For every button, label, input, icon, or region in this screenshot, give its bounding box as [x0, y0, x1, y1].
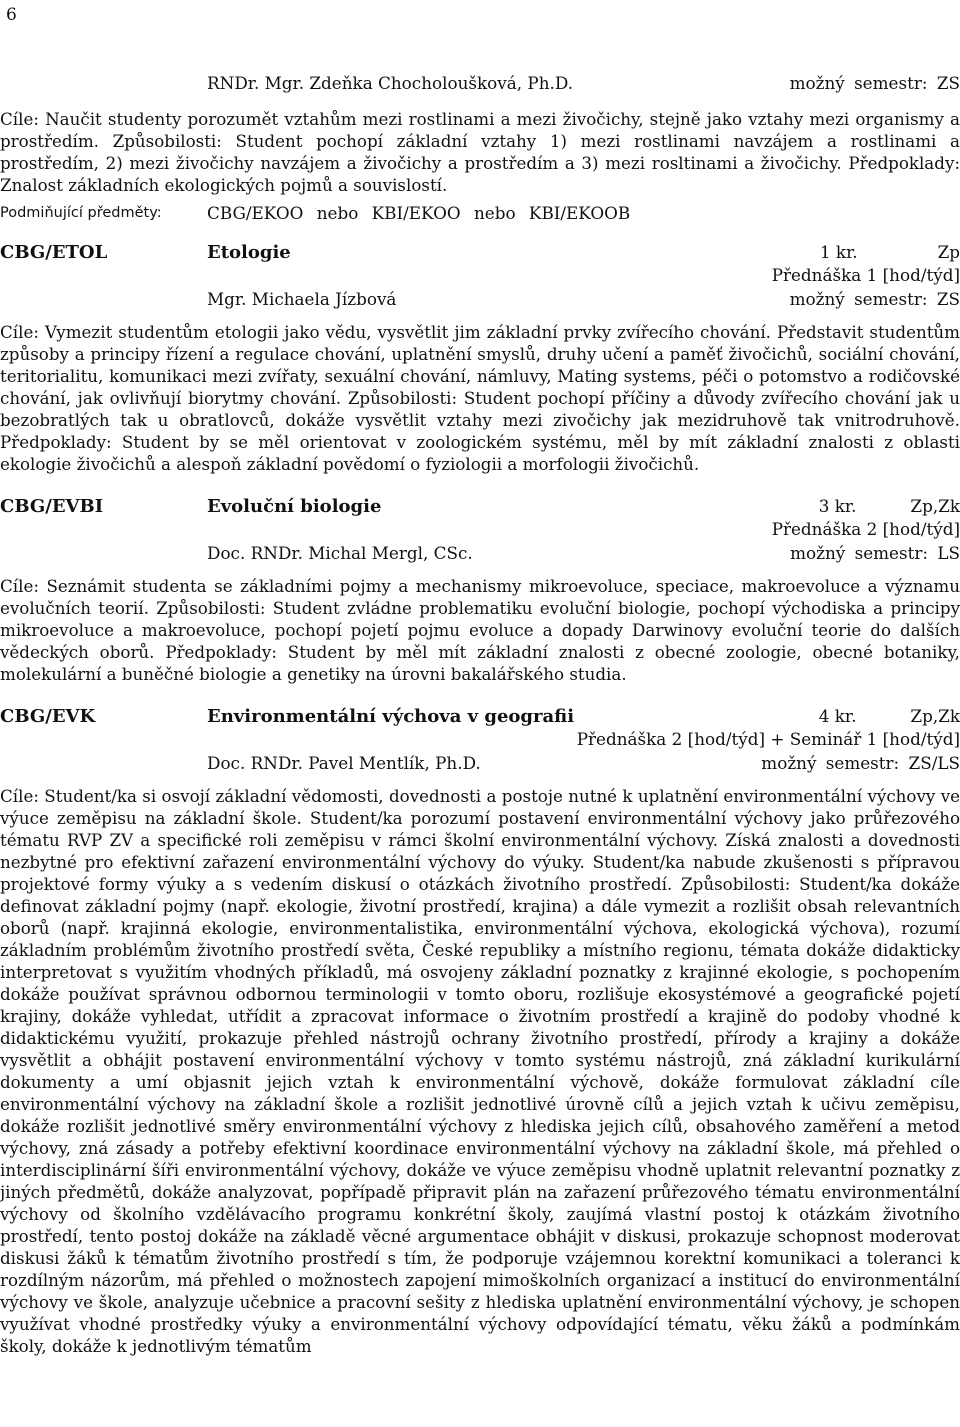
course-code: CBG/ETOL [0, 242, 108, 263]
course-hours: Přednáška 1 [hod/týd] [771, 265, 960, 285]
course-completion: Zp,Zk [910, 706, 960, 726]
course-credits: 3 kr. [818, 496, 857, 516]
course-title: Environmentální výchova v geografii [207, 706, 575, 727]
teacher-row [0, 542, 960, 564]
course-title: Evoluční biologie [207, 496, 382, 517]
course-header [0, 705, 960, 728]
prerequisites-value: CBG/EKOO nebo KBI/EKOO nebo KBI/EKOOB [207, 203, 631, 223]
page-content [0, 72, 960, 1357]
semester-info [790, 542, 960, 564]
course-header [0, 495, 960, 518]
course-description: Cíle: Vymezit studentům etologii jako vědu, vysvětlit jim základní prvky zvířecího chování. Představit studentům způsoby a principy řízení a regulace chování, uplatnění smyslů, druhy učení a paměť živočichů, sociální chování, teritorialitu, komunikaci mezi zvířaty, sexuální chování, námluvy, Mating systems, péči o potomstvo a rodičovské chování, jak ovlivňují biorytmy chování. Způsobilosti: Student pochopí příčiny a důvody zvířecího chování jak u bezobratlých tak u obratlovců, dokáže vysvětlit vztahy mezi zivočichy jak mezidruhově tak vnitrodruhově. Předpoklady: Student by se měl orientovat v zoologickém systému, měl by mít základní znalosti z oblasti ekologie živočichů a alespoň základní povědomí o fyziologii a morfologii živočichů. [0, 322, 960, 474]
course-header [0, 241, 960, 264]
course-code: CBG/EVBI [0, 496, 104, 517]
course-hours: Přednáška 2 [hod/týd] [771, 519, 960, 539]
course-description: Cíle: Seznámit studenta se základními pojmy a mechanismy mikroevoluce, speciace, makroevoluce a významu evolučních teorií. Způsobilosti: Student zvládne problematiku evoluční biologie, pochopí východiska a principy mikroevoluce a makroevoluce, pochopí pojetí pojmu evoluce a dopady Darwinovy evoluční teorie do dalších vědeckých oborů. Předpoklady: Student by měl mít základní znalosti z obecné zoologie, obecné botaniky, molekulární a buněčné biologie a genetiky na úrovni bakalářského studia. [0, 576, 960, 684]
teacher-row [0, 288, 960, 310]
semester-label: možný semestr: [789, 289, 928, 309]
teacher-name: Doc. RNDr. Michal Mergl, CSc. [207, 543, 473, 563]
course-section-etol [0, 241, 960, 475]
semester-value: LS [937, 543, 960, 563]
prerequisites-row [0, 202, 960, 224]
teacher-row [0, 72, 960, 94]
semester-info [761, 752, 960, 774]
course-completion: Zp [937, 242, 960, 262]
course-credits: 4 kr. [818, 706, 857, 726]
semester-info [790, 288, 960, 310]
teacher-name: Mgr. Michaela Jízbová [207, 289, 397, 309]
course-code: CBG/EVK [0, 706, 96, 727]
course-credits: 1 kr. [819, 242, 858, 262]
teacher-name: Doc. RNDr. Pavel Mentlík, Ph.D. [207, 753, 481, 773]
teacher-name: RNDr. Mgr. Zdeňka Chocholoušková, Ph.D. [207, 73, 574, 93]
course-title: Etologie [207, 242, 291, 263]
course-section-evbi [0, 495, 960, 685]
semester-value: ZS [936, 73, 960, 93]
semester-value: ZS/LS [908, 753, 960, 773]
course-completion: Zp,Zk [910, 496, 960, 516]
semester-label: možný semestr: [761, 753, 900, 773]
semester-info [790, 72, 960, 94]
course-description: Cíle: Student/ka si osvojí základní vědomosti, dovednosti a postoje nutné k uplatnění environmentální výchovy ve výuce zeměpisu na základní škole. Student/ka porozumí postavení environmentální výchovy jako průřezového tématu RVP ZV a specifické roli zeměpisu v rámci školní environmentální výchovy. Získá znalosti a dovednosti nezbytné pro efektivní zařazení environmentální výchovy do výuky. Student/ka nabude zkušenosti s přípravou projektové formy výuky a s vedením diskusí o otázkách životního prostředí. Způsobilosti: Student/ka dokáže definovat základní pojmy (např. ekologie, životní prostředí, krajina) a dále vymezit a rozlišit obsah relevantních oborů (např. krajinná ekologie, environmentalistika, environmentální výchova, ekologická výchova), rozumí základním problémům životního prostředí světa, České republiky a místního regionu, témata dokáže didakticky interpretovat s využitím vhodných příkladů, má osvojeny základní poznatky z krajinné ekologie, s pochopením dokáže používat správnou odbornou terminologii v tomto oboru, rozlišuje ekosystémové a geografické pojetí krajiny, dokáže vyhledat, utřídit a zpracovat informace o životním prostředí a krajině do podoby vhodné k didaktickému využití, prokazuje přehled nástrojů ochrany životního prostředí, přírody a krajiny a dokáže vysvětlit a obhájit postavení environmentální výchovy v tomto systému nástrojů, zná základní kurikulární dokumenty a umí objasnit jejich vztah k environmentální výchově, dokáže formulovat základní cíle environmentální výchovy na základní škole a rozlišit jednotlivé úrovně cílů a jejich vztah k učivu zeměpisu, dokáže rozlišit jednotlivé směry environmentální výchovy z hlediska jejich cílů, obsahového zaměření a metod výchovy, zná zásady a potřeby efektivní koordinace environmentální výchovy na základní škole, má přehled o interdisciplinární šíři environmentální výchovy, dokáže ve výuce zeměpisu vhodně uplatnit relevantní poznatky z jiných předmětů, dokáže analyzovat, popřípadě připravit plán na zařazení průřezového tématu environmentální výchovy od školního vzdělávacího programu konkrétní školy, zaujímá vlastní postoj k otázkám životního prostředí, tento postoj dokáže na základě věcné argumentace obhájit v diskusi, prokazuje schopnost moderovat diskusi žáků k tématům životního prostředí s tím, že podporuje vzájemnou korektní komunikaci a toleranci k rozdílným názorům, má přehled o možnostech zapojení mimoškolních organizací a institucí do environmentální výchovy ve škole, analyzuje učebnice a pracovní sešity z hlediska uplatnění environmentální výchovy, je schopen využívat vhodné prostředky výuky a environmentální výchovy odpovídající tématu, věku žáků a podmínkám školy, dokáže k jednotlivým tématům [0, 786, 960, 1356]
teacher-row [0, 752, 960, 774]
prerequisites-label: Podmiňující předměty: [0, 205, 162, 221]
course-hours: Přednáška 2 [hod/týd] + Seminář 1 [hod/týd] [576, 729, 960, 749]
prev-course-section [0, 72, 960, 224]
course-section-evk [0, 705, 960, 1357]
semester-label: možný semestr: [790, 543, 929, 563]
semester-label: možný semestr: [789, 73, 928, 93]
semester-value: ZS [936, 289, 960, 309]
page-number: 6 [6, 5, 17, 25]
course-description: Cíle: Naučit studenty porozumět vztahům mezi rostlinami a mezi živočichy, stejně jako vztahy mezi organismy a prostředím. Způsobilosti: Student pochopí základní vztahy 1) mezi rostlinami navzájem a rostlinami a prostředím, 2) mezi živočichy navzájem a živočichy a prostředím a 3) mezi rosltinami a živočichy. Předpoklady: Znalost základních ekologických pojmů a souvislostí. [0, 109, 960, 195]
